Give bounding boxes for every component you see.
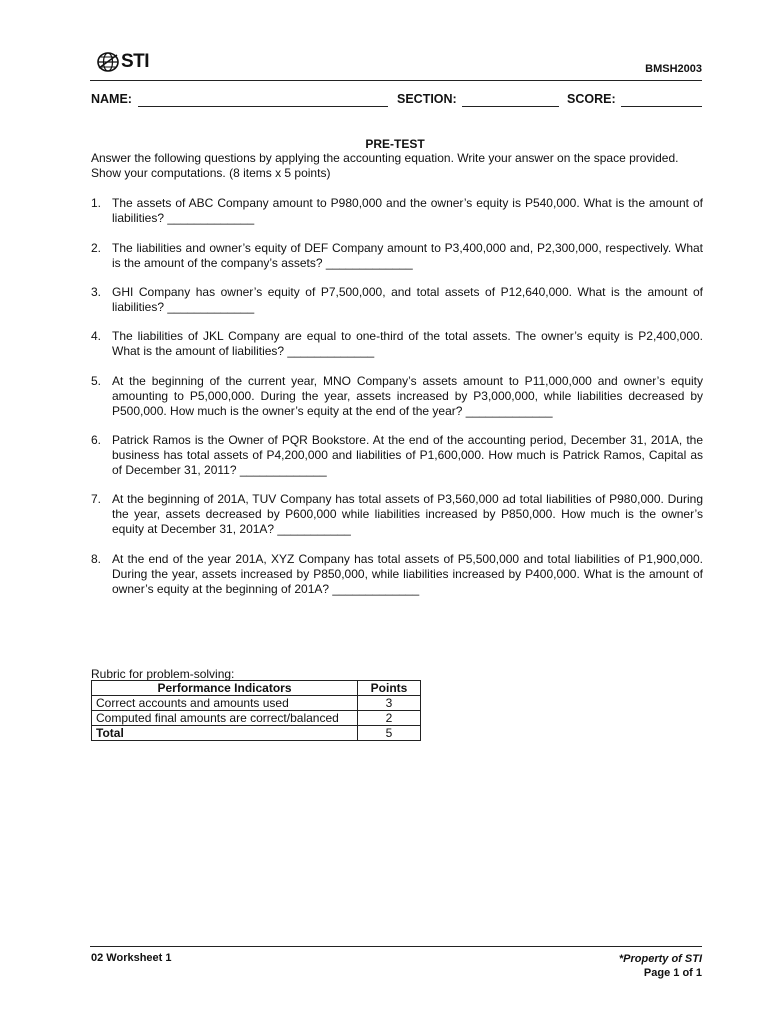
question-text: Patrick Ramos is the Owner of PQR Bookstore. At the end of the accounting period, December 31, 201A, the business has total assets of P4,200,000 and liabilities of P1,600,000. How much is Patrick Ramos, Capital as of December 31, 2011? _____________ [112, 433, 703, 477]
rubric-header-row [92, 681, 421, 696]
property-notice: *Property of STI [618, 953, 702, 965]
question-number: 3. [91, 285, 102, 299]
question-text: The liabilities of JKL Company are equal to one-third of the total assets. The owner’s equity is P2,400,000. What is the amount of liabilities? _____________ [112, 329, 703, 358]
indicator-cell: Correct accounts and amounts used [92, 696, 358, 711]
indicator-cell: Computed final amounts are correct/balanced [92, 711, 358, 726]
total-row [92, 726, 421, 741]
page-number: Page 1 of 1 [643, 967, 702, 979]
document-code: BMSH2003 [645, 63, 702, 75]
question-item [91, 552, 703, 597]
question-number: 5. [91, 374, 102, 388]
question-item [91, 433, 703, 478]
question-text: The assets of ABC Company amount to P980,000 and the owner’s equity is P540,000. What is the amount of liabilities? _____________ [112, 196, 703, 225]
question-text: At the beginning of the current year, MNO Company’s assets amount to P11,000,000 and owner’s equity amounting to P5,000,000. During the year, assets increased by P3,000,000, while liabilities decreased by P500,000. How much is the owner’s equity at the end of the year? _____________ [112, 374, 703, 418]
points-cell: 3 [358, 696, 421, 711]
sti-logo [97, 52, 149, 72]
question-text: At the beginning of 201A, TUV Company has total assets of P3,560,000 ad total liabilities of P980,000. During the year, assets decreased by P600,000 while liabilities increased by P850,000. How much is the owner’s equity at December 31, 201A? ___________ [112, 492, 703, 536]
name-field[interactable] [138, 106, 388, 107]
instructions: Answer the following questions by applying the accounting equation. Write your answer on the space provided. Show your computations. (8 items x 5 points) [91, 151, 679, 180]
table-row [92, 696, 421, 711]
name-label: NAME: [91, 92, 132, 106]
score-field[interactable] [621, 106, 702, 107]
section-label: SECTION: [397, 92, 457, 106]
question-number: 1. [91, 196, 102, 210]
question-number: 4. [91, 329, 102, 343]
table-row [92, 711, 421, 726]
header-divider [90, 80, 702, 81]
question-number: 2. [91, 241, 102, 255]
rubric-caption: Rubric for problem-solving: [91, 667, 235, 681]
question-number: 8. [91, 552, 102, 566]
question-item [91, 285, 703, 315]
question-text: The liabilities and owner’s equity of DEF Company amount to P3,400,000 and, P2,300,000, respectively. What is the amount of the company’s assets? _____________ [112, 241, 703, 270]
question-text: At the end of the year 201A, XYZ Company has total assets of P5,500,000 and total liabilities of P1,900,000. During the year, assets increased by P850,000, while liabilities increased by P400,000. What is the amount of owner’s equity at the beginning of 201A? _____________ [112, 552, 703, 596]
worksheet-label: 02 Worksheet 1 [91, 952, 172, 964]
question-item [91, 329, 703, 359]
footer-divider [90, 946, 702, 947]
rubric-table [91, 680, 421, 741]
points-cell: 2 [358, 711, 421, 726]
question-item [91, 241, 703, 271]
points-column-header: Points [358, 681, 421, 696]
section-field[interactable] [462, 106, 559, 107]
score-label: SCORE: [567, 92, 616, 106]
total-label: Total [92, 726, 358, 741]
question-number: 7. [91, 492, 102, 506]
question-list [91, 196, 703, 597]
question-item [91, 492, 703, 537]
indicators-column-header: Performance Indicators [92, 681, 358, 696]
question-number: 6. [91, 433, 102, 447]
question-item [91, 374, 703, 419]
globe-icon [97, 52, 119, 72]
logo-text: STI [121, 51, 150, 72]
question-item [91, 196, 703, 226]
student-info-row [91, 92, 703, 110]
footer-right [619, 952, 702, 980]
total-points: 5 [358, 726, 421, 741]
page-title: PRE-TEST [365, 137, 425, 151]
question-text: GHI Company has owner’s equity of P7,500,000, and total assets of P12,640,000. What is the amount of liabilities? _____________ [112, 285, 703, 314]
